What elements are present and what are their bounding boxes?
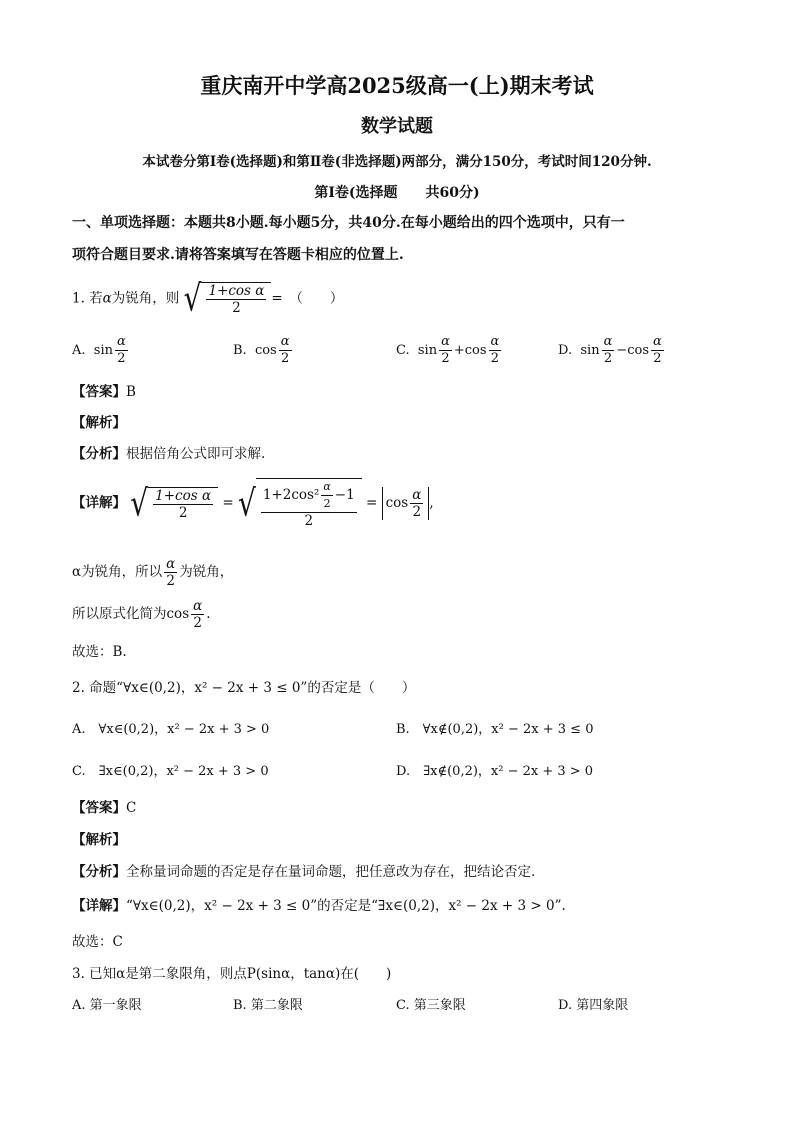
q1-final: 故选：B. bbox=[72, 644, 127, 660]
q3-option-c: C. 第三象限 bbox=[396, 998, 466, 1013]
sqrt-sign: √ bbox=[183, 276, 202, 320]
q1-analysis-label: 【解析】 bbox=[72, 415, 126, 431]
q1-option-a: A. sin $\frac{\alpha}{2}$ bbox=[72, 334, 126, 366]
question-1-stem: 1. 若α为锐角，则 √ $\frac{\text{1+cos α}}{2}$ = （ ） bbox=[72, 276, 344, 320]
q1-simplify-line: 所以原式化简为cos $\frac{\alpha}{2}$ . bbox=[72, 598, 211, 631]
fraction: $\frac{\text{1+cos α}}{2}$ bbox=[208, 283, 265, 316]
q2-final: 故选：C bbox=[72, 934, 123, 950]
q1-option-c: C. sin $\frac{\alpha}{2}$ +cos $\frac{\alpha}{2}$ bbox=[396, 334, 500, 366]
q1-detail: 【详解】 √ $\frac{\text{1+cos α}}{2}$ = √ 1+2cos² $\frac{\alpha}{2}$ −1 2 = cos $\frac{\alpha}{2}$ , bbox=[72, 480, 434, 529]
exam-subtitle: 数学试题 bbox=[361, 116, 433, 137]
q1-reason-line: α为锐角，所以 $\frac{\alpha}{2}$ 为锐角， bbox=[72, 556, 234, 589]
q1-answer: 【答案】B bbox=[72, 384, 136, 400]
q2-fenxi: 【分析】全称量词命题的否定是存在量词命题，把任意改为存在，把结论否定. bbox=[72, 864, 536, 880]
q3-option-d: D. 第四象限 bbox=[558, 998, 629, 1013]
section-heading-line2: 项符合题目要求.请将答案填写在答题卡相应的位置上. bbox=[72, 247, 404, 263]
q2-option-d: D. ∃x∉(0,2)，x² − 2x + 3 > 0 bbox=[396, 764, 594, 779]
q1-option-b: B. cos $\frac{\alpha}{2}$ bbox=[233, 334, 290, 366]
q3-option-b: B. 第二象限 bbox=[233, 998, 303, 1013]
question-2-stem: 2. 命题“∀x∈(0,2)，x² − 2x + 3 ≤ 0”的否定是（ ） bbox=[72, 680, 416, 696]
question-3-stem: 3. 已知α是第二象限角，则点P(sinα，tanα)在( ) bbox=[72, 966, 392, 982]
q2-option-b: B. ∀x∉(0,2)，x² − 2x + 3 ≤ 0 bbox=[396, 722, 594, 737]
q2-answer: 【答案】C bbox=[72, 800, 137, 816]
q2-detail: 【详解】“∀x∈(0,2)，x² − 2x + 3 ≤ 0”的否定是“∃x∈(0,2)，x² − 2x + 3 > 0”. bbox=[72, 898, 566, 914]
section-heading-line1: 一、单项选择题：本题共8小题.每小题5分，共40分.在每小题给出的四个选项中，只有一 bbox=[72, 215, 625, 231]
q1-fenxi: 【分析】根据倍角公式即可求解. bbox=[72, 446, 266, 462]
q2-option-c: C. ∃x∈(0,2)，x² − 2x + 3 > 0 bbox=[72, 764, 269, 779]
exam-intro: 本试卷分第Ⅰ卷(选择题)和第Ⅱ卷(非选择题)两部分，满分150分，考试时间120分钟. bbox=[142, 154, 652, 170]
q2-option-a: A. ∀x∈(0,2)，x² − 2x + 3 > 0 bbox=[72, 722, 270, 737]
exam-title: 重庆南开中学高2025级高一(上)期末考试 bbox=[200, 73, 594, 98]
q2-analysis-label: 【解析】 bbox=[72, 832, 126, 848]
q3-option-a: A. 第一象限 bbox=[72, 998, 142, 1013]
part-heading: 第Ⅰ卷(选择题 共60分) bbox=[314, 185, 480, 201]
q1-option-d: D. sin $\frac{\alpha}{2}$ −cos $\frac{\alpha}{2}$ bbox=[558, 334, 662, 366]
